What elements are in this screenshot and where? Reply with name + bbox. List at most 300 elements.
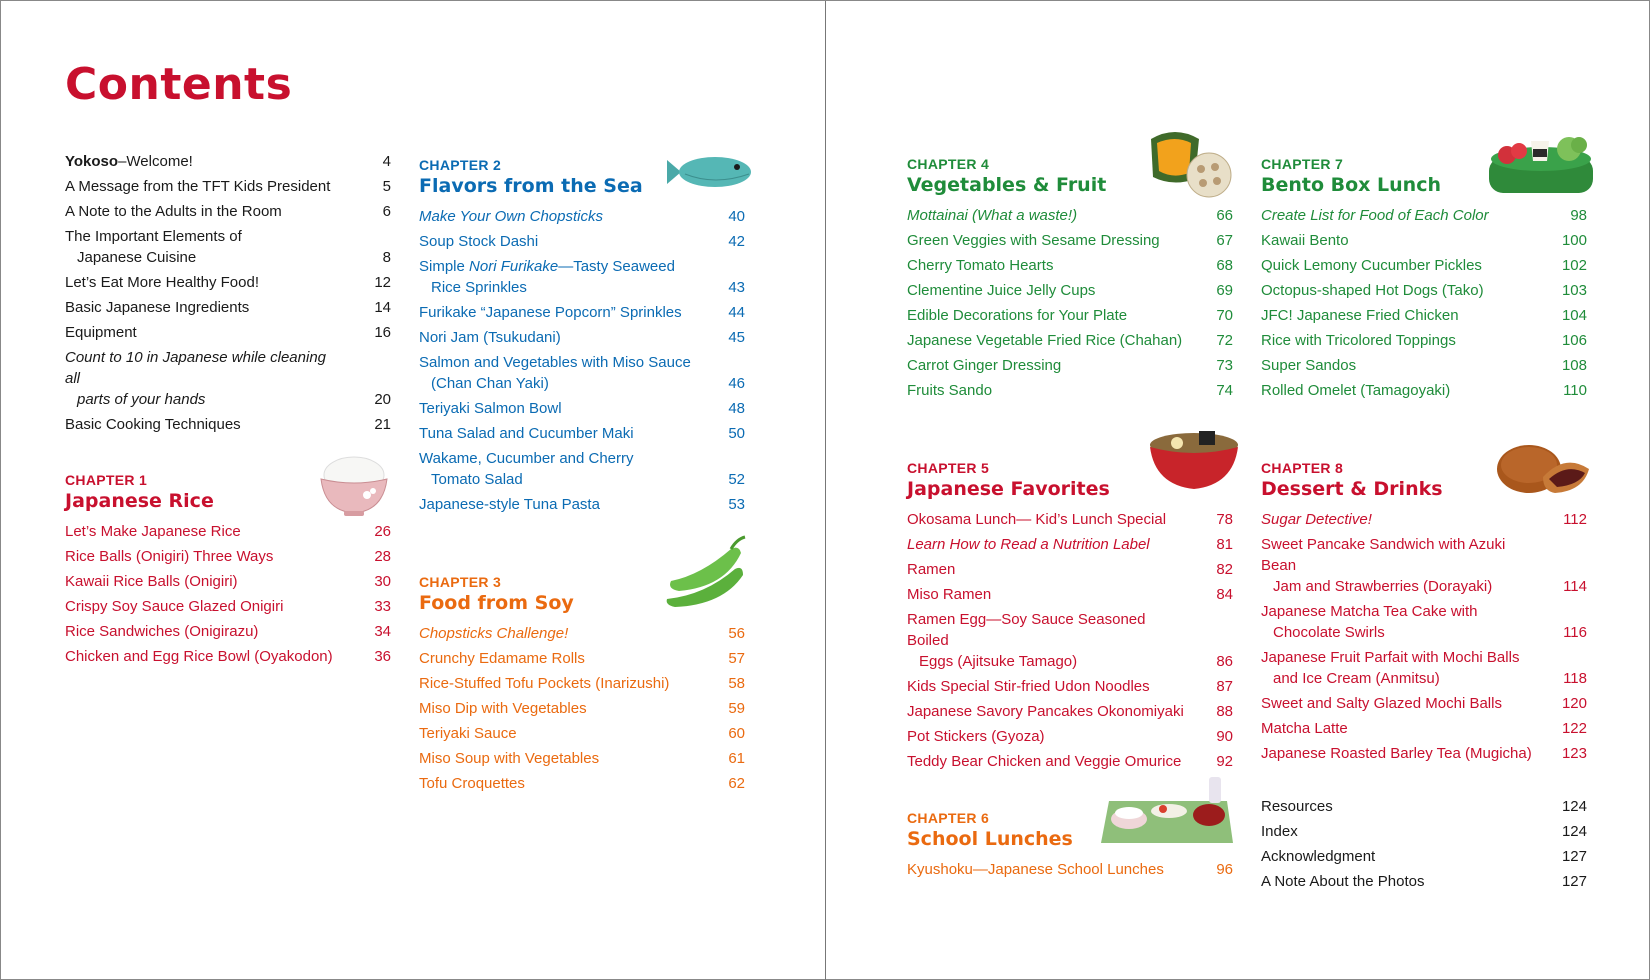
chapter-6-header — [907, 809, 1233, 851]
toc-entry-title-text: Tofu Croquettes — [419, 775, 525, 792]
toc-entry-title-text: –Welcome! — [118, 153, 193, 170]
toc-entry — [419, 206, 745, 227]
toc-entry-page: 108 — [1561, 357, 1587, 374]
toc-entry-title — [1261, 380, 1462, 401]
toc-entry-title-text: A Note to the Adults in the Room — [65, 203, 282, 220]
toc-entry — [1261, 743, 1587, 764]
toc-entry — [907, 509, 1233, 530]
toc-entry-page: 112 — [1563, 511, 1587, 528]
toc-entry-title-text: Furikake “Japanese Popcorn” Sprinkles — [419, 304, 682, 321]
toc-entry — [65, 297, 391, 318]
toc-entry-title — [65, 521, 253, 542]
toc-entry — [65, 521, 391, 542]
toc-entry-page: 44 — [728, 304, 745, 321]
toc-entry-title-text: Cherry Tomato Hearts — [907, 257, 1054, 274]
chapter-3 — [419, 573, 745, 798]
toc-entry-title — [1261, 871, 1436, 892]
toc-entry-title — [65, 571, 250, 592]
toc-entry-title — [1261, 693, 1514, 714]
toc-entry — [65, 646, 391, 667]
toc-entry-page: 33 — [374, 598, 391, 615]
toc-entry-title — [907, 701, 1196, 722]
toc-entry — [1261, 846, 1587, 867]
toc-entry-page: 50 — [728, 425, 745, 442]
toc-entry-page: 26 — [374, 523, 391, 540]
toc-entry — [907, 676, 1233, 697]
toc-entry-title — [419, 773, 537, 794]
chapter-7-label: CHAPTER 7 — [1261, 156, 1344, 172]
toc-entry-title-text: Make Your Own Chopsticks — [419, 208, 603, 225]
dorayaki-icon — [1495, 439, 1591, 497]
toc-entry-title-text: Sugar Detective! — [1261, 511, 1372, 528]
toc-entry — [65, 272, 391, 293]
page-gutter — [825, 1, 826, 980]
toc-entry-title — [419, 398, 574, 419]
toc-entry-title-text: Japanese Savory Pancakes Okonomiyaki — [907, 703, 1184, 720]
toc-entry-title-continued: Tomato Salad — [431, 471, 523, 488]
toc-entry-title-text: Tuna Salad and Cucumber Maki — [419, 425, 634, 442]
toc-entry-title — [65, 646, 345, 667]
toc-entry-title-text: Japanese Fruit Parfait with Mochi Balls — [1261, 649, 1520, 666]
toc-entry — [419, 773, 745, 794]
toc-entry — [1261, 355, 1587, 376]
chapter-7-title: Bento Box Lunch — [1261, 174, 1441, 196]
toc-entry-page: 116 — [1563, 624, 1587, 641]
toc-entry-title — [907, 559, 967, 580]
toc-entry-page: 52 — [728, 471, 745, 488]
toc-entry-title — [907, 726, 1057, 747]
toc-entry — [907, 355, 1233, 376]
toc-entry-title-continued: Rice Sprinkles — [431, 279, 527, 296]
toc-entry-title — [419, 748, 611, 769]
toc-entry-title-text: Sweet Pancake Sandwich with Azuki Bean — [1261, 536, 1506, 574]
toc-entry-title-text: Count to 10 in Japanese while cleaning all — [65, 349, 327, 387]
toc-entry — [419, 673, 745, 694]
toc-entry-title-continued: Eggs (Ajitsuke Tamago) — [919, 653, 1078, 670]
toc-entry-page: 48 — [728, 400, 745, 417]
toc-entry-title — [419, 698, 599, 719]
toc-entry-title-text: Ramen — [907, 561, 956, 578]
toc-entry-page: 106 — [1561, 332, 1587, 349]
toc-entry-page: 87 — [1216, 678, 1233, 695]
toc-entry-page: 30 — [374, 573, 391, 590]
toc-entry-title — [907, 584, 1003, 605]
toc-entry-page: 46 — [728, 375, 745, 392]
toc-entry-title-continued: and Ice Cream (Anmitsu) — [1273, 670, 1440, 687]
chapter-8 — [1261, 459, 1587, 768]
toc-entry-page: 20 — [374, 391, 391, 408]
pumpkin-lotus-icon — [1145, 125, 1235, 201]
chapter-6 — [907, 809, 1233, 884]
toc-entry — [419, 398, 745, 419]
toc-entry — [419, 723, 745, 744]
chapter-5-items — [907, 509, 1233, 772]
toc-entry — [1261, 693, 1587, 714]
chapter-5-label: CHAPTER 5 — [907, 460, 990, 476]
toc-entry-title — [907, 676, 1162, 697]
toc-entry-title — [419, 423, 646, 444]
chapter-2 — [419, 156, 745, 519]
toc-entry-title-text: Let’s Make Japanese Rice — [65, 523, 241, 540]
chapter-4-items — [907, 205, 1233, 401]
toc-entry-page: 82 — [1216, 561, 1233, 578]
toc-entry-title-continued: Japanese Cuisine — [77, 249, 197, 266]
toc-entry-title-continued: Chocolate Swirls — [1273, 624, 1385, 641]
toc-entry-title — [1261, 230, 1361, 251]
chapter-8-label: CHAPTER 8 — [1261, 460, 1344, 476]
toc-entry — [907, 305, 1233, 326]
toc-entry-title — [65, 226, 254, 268]
toc-entry-page: 88 — [1216, 703, 1233, 720]
toc-entry-page: 28 — [374, 548, 391, 565]
toc-entry-page: 57 — [728, 650, 745, 667]
toc-entry-page: 56 — [728, 625, 745, 642]
toc-entry-title-text: Let’s Eat More Healthy Food! — [65, 274, 259, 291]
toc-entry — [65, 596, 391, 617]
toc-entry-title — [419, 206, 615, 227]
toc-entry-page: 103 — [1561, 282, 1587, 299]
toc-entry-page: 40 — [728, 208, 745, 225]
toc-entry-title — [907, 859, 1176, 880]
toc-entry-page: 42 — [728, 233, 745, 250]
toc-entry — [907, 859, 1233, 880]
toc-entry-page: 98 — [1570, 207, 1587, 224]
toc-entry — [65, 322, 391, 343]
chapter-7-header — [1261, 155, 1587, 197]
toc-entry-title — [65, 151, 205, 172]
toc-entry-title-text: Teriyaki Salmon Bowl — [419, 400, 562, 417]
toc-entry-title-text: Miso Soup with Vegetables — [419, 750, 600, 767]
toc-entry-title — [907, 330, 1194, 351]
toc-entry-title-text: Basic Japanese Ingredients — [65, 299, 250, 316]
toc-entry — [65, 347, 391, 410]
toc-entry — [419, 623, 745, 644]
chapter-7 — [1261, 155, 1587, 405]
chapter-4-header — [907, 155, 1233, 197]
toc-entry-page: 62 — [728, 775, 745, 792]
toc-entry-title — [1261, 718, 1360, 739]
chapter-1-header — [65, 471, 391, 513]
toc-entry-title — [65, 414, 253, 435]
toc-entry-title-text: Teddy Bear Chicken and Veggie Omurice — [907, 753, 1182, 770]
toc-entry-title-text: Kawaii Rice Balls (Onigiri) — [65, 573, 238, 590]
toc-entry — [1261, 601, 1587, 643]
toc-entry-page: 81 — [1216, 536, 1233, 553]
toc-entry-title — [1261, 601, 1490, 643]
toc-entry-title-italic: Nori Furikake — [469, 258, 559, 275]
toc-entry-title — [1261, 743, 1544, 764]
toc-entry-title-text: Japanese Vegetable Fried Rice (Chahan) — [907, 332, 1183, 349]
toc-entry-title — [65, 201, 294, 222]
toc-entry-title — [1261, 796, 1345, 817]
toc-entry-title-text: Crunchy Edamame Rolls — [419, 650, 585, 667]
toc-entry-title — [419, 302, 694, 323]
toc-entry-page: 120 — [1561, 695, 1587, 712]
toc-entry-title — [907, 280, 1107, 301]
toc-entry-title-text: A Message from the TFT Kids President — [65, 178, 331, 195]
toc-entry — [65, 151, 391, 172]
toc-entry-title — [907, 355, 1073, 376]
toc-entry-page: 127 — [1561, 848, 1587, 865]
toc-entry-title-text: JFC! Japanese Fried Chicken — [1261, 307, 1459, 324]
toc-entry — [1261, 255, 1587, 276]
toc-entry-page: 92 — [1216, 753, 1233, 770]
toc-entry — [907, 205, 1233, 226]
toc-entry-title — [419, 673, 681, 694]
toc-entry-title — [65, 322, 149, 343]
toc-entry-page: 72 — [1216, 332, 1233, 349]
chapter-5-title: Japanese Favorites — [907, 478, 1110, 500]
bento-box-icon — [1487, 135, 1595, 197]
chapter-3-label: CHAPTER 3 — [419, 574, 502, 590]
toc-entry-title — [1261, 280, 1496, 301]
toc-entry-page: 70 — [1216, 307, 1233, 324]
toc-entry-title-text: Rice Balls (Onigiri) Three Ways — [65, 548, 274, 565]
toc-entry-title-text: Rice with Tricolored Toppings — [1261, 332, 1456, 349]
toc-entry-title — [65, 347, 357, 410]
toc-entry-title — [1261, 647, 1531, 689]
toc-entry — [1261, 280, 1587, 301]
chapter-2-items — [419, 206, 745, 515]
toc-entry — [1261, 305, 1587, 326]
chapter-2-header — [419, 156, 745, 198]
toc-entry — [907, 255, 1233, 276]
toc-entry-title — [65, 176, 342, 197]
toc-entry-title — [1261, 255, 1494, 276]
toc-entry-title-text: Japanese Matcha Tea Cake with — [1261, 603, 1478, 620]
toc-entry-title — [1261, 846, 1387, 867]
toc-entry-title — [907, 751, 1193, 772]
toc-entry — [65, 176, 391, 197]
toc-entry-title-text: Rice-Stuffed Tofu Pockets (Inarizushi) — [419, 675, 670, 692]
toc-entry — [907, 751, 1233, 772]
toc-entry-title-text: Acknowledgment — [1261, 848, 1376, 865]
toc-entry-title — [1261, 205, 1501, 226]
toc-entry-title — [419, 494, 612, 515]
toc-entry-title — [419, 723, 529, 744]
chapter-1-items — [65, 521, 391, 667]
toc-entry-title-text: Matcha Latte — [1261, 720, 1348, 737]
toc-entry — [419, 256, 745, 298]
toc-entry-title-text: Mottainai (What a waste!) — [907, 207, 1078, 224]
toc-entry-page: 118 — [1563, 670, 1587, 687]
toc-entry-title-text: Resources — [1261, 798, 1333, 815]
toc-entry-title-text: Ramen Egg—Soy Sauce Seasoned Boiled — [907, 611, 1146, 649]
toc-entry — [907, 584, 1233, 605]
toc-entry — [65, 571, 391, 592]
toc-entry — [1261, 509, 1587, 530]
toc-entry-page: 73 — [1216, 357, 1233, 374]
toc-entry-title-text: Okosama Lunch— Kid’s Lunch Special — [907, 511, 1167, 528]
toc-entry-title-text: Japanese Roasted Barley Tea (Mugicha) — [1261, 745, 1532, 762]
chapter-3-items — [419, 623, 745, 794]
toc-entry-page: 58 — [728, 675, 745, 692]
toc-entry-page: 100 — [1561, 232, 1587, 249]
toc-entry-page: 127 — [1561, 873, 1587, 890]
chapter-6-title: School Lunches — [907, 828, 1073, 850]
toc-entry — [419, 448, 745, 490]
toc-entry-page: 123 — [1561, 745, 1587, 762]
toc-entry — [65, 201, 391, 222]
chapter-1-label: CHAPTER 1 — [65, 472, 148, 488]
toc-entry — [419, 302, 745, 323]
toc-entry — [907, 280, 1233, 301]
chapter-6-label: CHAPTER 6 — [907, 810, 990, 826]
toc-entry-page: 67 — [1216, 232, 1233, 249]
toc-entry-title — [1261, 534, 1553, 597]
toc-entry — [1261, 534, 1587, 597]
toc-entry-page: 14 — [374, 299, 391, 316]
toc-entry-title — [419, 448, 646, 490]
toc-entry-title — [419, 352, 703, 394]
toc-entry-title — [907, 380, 1004, 401]
toc-entry-title-text: Chicken and Egg Rice Bowl (Oyakodon) — [65, 648, 333, 665]
toc-entry-page: 86 — [1216, 653, 1233, 670]
toc-entry — [65, 226, 391, 268]
toc-entry — [419, 698, 745, 719]
toc-entry-page: 8 — [382, 249, 391, 266]
toc-entry-title-text: Index — [1261, 823, 1298, 840]
toc-entry-page: 104 — [1561, 307, 1587, 324]
chapter-7-items — [1261, 205, 1587, 401]
toc-entry — [419, 423, 745, 444]
toc-entry-title-text: Kawaii Bento — [1261, 232, 1349, 249]
toc-entry-title-text: Super Sandos — [1261, 357, 1357, 374]
toc-entry — [907, 534, 1233, 555]
toc-entry-title — [1261, 509, 1384, 530]
toc-entry-page: 12 — [374, 274, 391, 291]
toc-entry-title — [419, 231, 550, 252]
toc-entry-page: 124 — [1561, 798, 1587, 815]
toc-entry-title-text: Kyushoku—Japanese School Lunches — [907, 861, 1164, 878]
rice-bowl-icon — [317, 449, 391, 519]
chapter-2-title: Flavors from the Sea — [419, 175, 643, 197]
toc-entry — [907, 330, 1233, 351]
chapter-8-title: Dessert & Drinks — [1261, 478, 1443, 500]
toc-entry-title-text: Basic Cooking Techniques — [65, 416, 241, 433]
toc-entry-title-text: Miso Ramen — [907, 586, 992, 603]
chapter-8-header — [1261, 459, 1587, 501]
toc-entry-title — [907, 230, 1172, 251]
toc-entry-title-text: Nori Jam (Tsukudani) — [419, 329, 561, 346]
toc-entry-page: 122 — [1561, 720, 1587, 737]
toc-entry-title-text: Pot Stickers (Gyoza) — [907, 728, 1045, 745]
toc-entry-title — [1261, 821, 1310, 842]
toc-entry-page: 4 — [382, 153, 391, 170]
toc-entry-page: 34 — [374, 623, 391, 640]
toc-entry-title — [907, 205, 1089, 226]
toc-entry-page: 60 — [728, 725, 745, 742]
ramen-bowl-icon — [1147, 429, 1241, 493]
toc-entry-title-continued: (Chan Chan Yaki) — [431, 375, 549, 392]
fish-icon — [665, 152, 753, 192]
toc-entry-title — [65, 621, 270, 642]
chapter-1-title: Japanese Rice — [65, 490, 214, 512]
toc-entry-title-continued: Jam and Strawberries (Dorayaki) — [1273, 578, 1493, 595]
chapter-6-items — [907, 859, 1233, 880]
toc-entry-page: 36 — [374, 648, 391, 665]
toc-entry — [907, 380, 1233, 401]
back-matter-list — [1261, 796, 1587, 896]
toc-entry-page: 78 — [1216, 511, 1233, 528]
toc-entry-title — [907, 255, 1065, 276]
toc-entry-title-text: —Tasty Seaweed — [558, 258, 675, 275]
toc-entry — [1261, 796, 1587, 817]
toc-entry-title — [907, 305, 1139, 326]
toc-entry-title-text: The Important Elements of — [65, 228, 242, 245]
toc-entry-title-text: Sweet and Salty Glazed Mochi Balls — [1261, 695, 1502, 712]
toc-entry-title — [419, 648, 597, 669]
toc-entry-page: 21 — [374, 416, 391, 433]
toc-entry-title — [907, 509, 1178, 530]
toc-entry-page: 16 — [374, 324, 391, 341]
toc-entry-title-text: Fruits Sando — [907, 382, 993, 399]
toc-entry-title-text: Create List for Food of Each Color — [1261, 207, 1489, 224]
toc-entry-title-text: A Note About the Photos — [1261, 873, 1425, 890]
toc-entry-page: 84 — [1216, 586, 1233, 603]
toc-entry-page: 61 — [728, 750, 745, 767]
toc-entry — [65, 546, 391, 567]
toc-entry — [65, 414, 391, 435]
toc-entry-title — [65, 596, 295, 617]
toc-entry — [907, 726, 1233, 747]
toc-entry-title — [65, 272, 271, 293]
toc-entry-title — [65, 546, 285, 567]
toc-entry — [419, 648, 745, 669]
toc-entry — [907, 609, 1233, 672]
toc-entry-title-text: Quick Lemony Cucumber Pickles — [1261, 257, 1482, 274]
toc-entry-page: 5 — [382, 178, 391, 195]
toc-entry-title — [65, 297, 261, 318]
toc-entry-title — [419, 256, 687, 298]
toc-entry-title — [419, 327, 573, 348]
toc-entry — [907, 230, 1233, 251]
toc-entry — [907, 559, 1233, 580]
toc-entry-title-text: Salmon and Vegetables with Miso Sauce — [419, 354, 691, 371]
toc-entry-title-text: Rice Sandwiches (Onigirazu) — [65, 623, 259, 640]
toc-entry — [1261, 230, 1587, 251]
toc-entry-page: 68 — [1216, 257, 1233, 274]
toc-entry — [65, 621, 391, 642]
toc-entry — [419, 327, 745, 348]
toc-entry — [1261, 330, 1587, 351]
toc-entry-title — [907, 534, 1162, 555]
toc-entry-title-text: Kids Special Stir-fried Udon Noodles — [907, 678, 1150, 695]
chapter-3-header — [419, 573, 745, 615]
toc-entry — [1261, 647, 1587, 689]
toc-entry — [419, 494, 745, 515]
toc-entry-title-continued: parts of your hands — [77, 391, 206, 408]
toc-entry-page: 66 — [1216, 207, 1233, 224]
toc-entry-title-text: Octopus-shaped Hot Dogs (Tako) — [1261, 282, 1484, 299]
toc-entry-title-text: Teriyaki Sauce — [419, 725, 517, 742]
toc-entry-page: 96 — [1216, 861, 1233, 878]
toc-entry — [419, 748, 745, 769]
toc-entry-title-text: Chopsticks Challenge! — [419, 625, 569, 642]
toc-entry — [419, 352, 745, 394]
toc-entry-page: 102 — [1561, 257, 1587, 274]
chapter-4-title: Vegetables & Fruit — [907, 174, 1107, 196]
edamame-icon — [665, 535, 747, 607]
toc-entry — [1261, 718, 1587, 739]
chapter-3-title: Food from Soy — [419, 592, 574, 614]
toc-entry-page: 43 — [728, 279, 745, 296]
toc-entry-title — [419, 623, 580, 644]
toc-entry-title — [1261, 330, 1468, 351]
toc-entry-title-text: Green Veggies with Sesame Dressing — [907, 232, 1160, 249]
lunch-tray-icon — [1099, 775, 1235, 847]
chapter-5 — [907, 459, 1233, 776]
